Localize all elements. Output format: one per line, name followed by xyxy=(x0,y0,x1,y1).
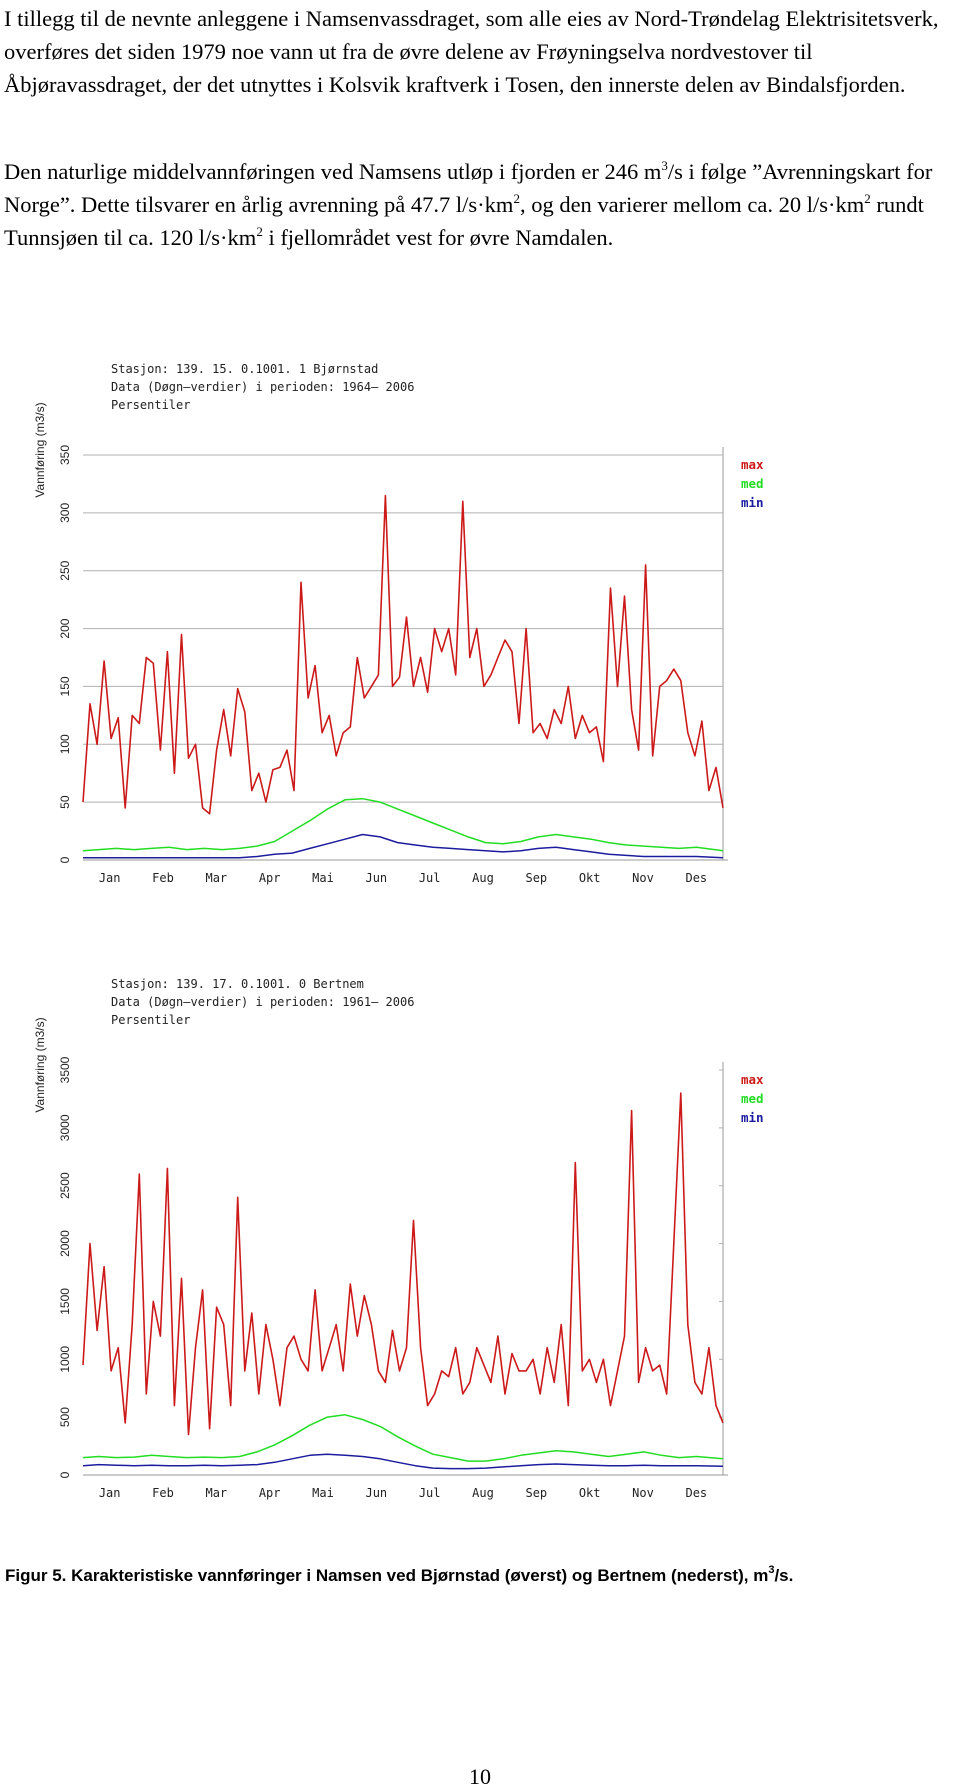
chart1-month-jul: Jul xyxy=(418,871,441,885)
chart1-y-tick-100: 100 xyxy=(58,734,72,755)
chart1-y-axis-label: Vannføring (m3/s) xyxy=(33,402,47,498)
chart2-y-tick-500: 500 xyxy=(58,1407,72,1428)
chart1-month-mar: Mar xyxy=(205,871,228,885)
chart-bjornstad xyxy=(28,350,848,890)
chart1-month-jan: Jan xyxy=(98,871,121,885)
chart2-y-axis-label: Vannføring (m3/s) xyxy=(33,1017,47,1113)
p2-text-c: , og den varierer mellom ca. 20 l/s·km xyxy=(519,192,865,217)
p2-text-a: Den naturlige middelvannføringen ved Namsens utløp i fjorden er 246 m xyxy=(4,159,662,184)
chart2-series-max xyxy=(83,1093,723,1434)
chart2-y-tick-1500: 1500 xyxy=(58,1288,72,1315)
chart2-month-feb: Feb xyxy=(152,1486,174,1500)
chart2-series-med xyxy=(83,1415,723,1461)
chart1-month-jun: Jun xyxy=(365,871,388,885)
chart2-month-mai: Mai xyxy=(312,1486,334,1500)
chart2-series-min xyxy=(83,1454,723,1468)
caption-superscript: 3 xyxy=(768,1564,775,1577)
chart-bjornstad-svg xyxy=(28,350,848,890)
chart2-y-tick-2500: 2500 xyxy=(58,1172,72,1200)
chart1-header-line-3: Persentiler xyxy=(111,398,191,412)
chart1-y-tick-250: 250 xyxy=(58,560,72,581)
chart1-header-line-2: Data (Døgn–verdier) i perioden: 1964– 2006 xyxy=(111,380,415,394)
caption-unit: /s. xyxy=(774,1566,794,1585)
chart1-y-tick-150: 150 xyxy=(58,676,72,697)
figure-caption xyxy=(5,1566,793,1586)
chart1-month-okt: Okt xyxy=(578,871,601,885)
chart2-legend-med: med xyxy=(741,1091,764,1106)
chart1-series-max xyxy=(83,496,723,814)
p2-text-e: i fjellområdet vest for øvre Namdalen. xyxy=(262,225,614,250)
chart1-month-feb: Feb xyxy=(152,871,174,885)
chart1-month-des: Des xyxy=(685,871,708,885)
chart1-legend-max: max xyxy=(741,457,764,472)
chart2-month-sep: Sep xyxy=(525,1486,548,1500)
chart1-month-mai: Mai xyxy=(312,871,334,885)
chart2-month-apr: Apr xyxy=(258,1486,281,1500)
p2-superscript-4: 2 xyxy=(256,223,263,239)
chart1-y-tick-200: 200 xyxy=(58,618,72,639)
chart2-y-tick-2000: 2000 xyxy=(58,1230,72,1257)
chart1-month-nov: Nov xyxy=(632,871,654,885)
chart2-header-line-2: Data (Døgn–verdier) i perioden: 1961– 2006 xyxy=(111,995,415,1009)
chart2-y-tick-3000: 3000 xyxy=(58,1114,72,1142)
p2-superscript-2: 2 xyxy=(513,190,520,206)
chart-bertnem xyxy=(28,965,848,1505)
chart1-month-sep: Sep xyxy=(525,871,548,885)
chart1-month-apr: Apr xyxy=(258,871,281,885)
chart1-header-line-1: Stasjon: 139. 15. 0.1001. 1 Bjørnstad xyxy=(111,362,379,376)
p2-text-d: rundt Tunnsjøen til ca. 120 l/s·km xyxy=(4,192,924,250)
caption-text: Figur 5. Karakteristiske vannføringer i Namsen ved Bjørnstad (øverst) og Bertnem (nederst), m xyxy=(5,1566,769,1585)
chart2-header-line-1: Stasjon: 139. 17. 0.1001. 0 Bertnem xyxy=(111,977,364,991)
chart2-y-tick-0: 0 xyxy=(58,1471,72,1479)
chart2-y-tick-1000: 1000 xyxy=(58,1345,72,1373)
body-paragraph-2 xyxy=(4,155,960,254)
chart1-legend-min: min xyxy=(741,495,764,510)
chart2-header-line-3: Persentiler xyxy=(111,1013,191,1027)
chart2-month-aug: Aug xyxy=(472,1486,494,1500)
chart1-legend-med: med xyxy=(741,476,764,491)
chart2-y-tick-3500: 3500 xyxy=(58,1056,72,1084)
chart2-legend-min: min xyxy=(741,1110,764,1125)
chart2-month-mar: Mar xyxy=(205,1486,228,1500)
chart2-legend-max: max xyxy=(741,1072,764,1087)
chart1-y-tick-300: 300 xyxy=(58,502,72,523)
chart2-month-okt: Okt xyxy=(578,1486,601,1500)
chart2-month-jul: Jul xyxy=(418,1486,441,1500)
chart1-series-min xyxy=(83,835,723,858)
chart2-month-jan: Jan xyxy=(98,1486,121,1500)
chart1-y-tick-50: 50 xyxy=(58,795,72,809)
body-paragraph-1: I tillegg til de nevnte anleggene i Namsenvassdraget, som alle eies av Nord-Trøndelag Elektrisitetsverk, overføres det siden 1979 noe vann ut fra de øvre delene av Frøyningselva nordvestover til Åbjøravassdraget, der det utnyttes i Kolsvik kraftverk i Tosen, den innerste delen av Bindalsfjorden. xyxy=(4,6,939,97)
page-number: 10 xyxy=(469,1764,491,1789)
p2-superscript-1: 3 xyxy=(661,157,668,173)
chart2-month-nov: Nov xyxy=(632,1486,654,1500)
p2-text-b: /s i følge ”Avrenningskart for Norge”. Dette tilsvarer en årlig avrenning på 47.7 l/s·km xyxy=(4,159,933,217)
chart2-month-jun: Jun xyxy=(365,1486,388,1500)
chart1-y-tick-350: 350 xyxy=(58,444,72,466)
chart2-month-des: Des xyxy=(685,1486,708,1500)
chart1-month-aug: Aug xyxy=(472,871,494,885)
chart1-y-tick-0: 0 xyxy=(58,856,72,864)
chart-bertnem-svg xyxy=(28,965,848,1505)
p2-superscript-3: 2 xyxy=(864,190,871,206)
